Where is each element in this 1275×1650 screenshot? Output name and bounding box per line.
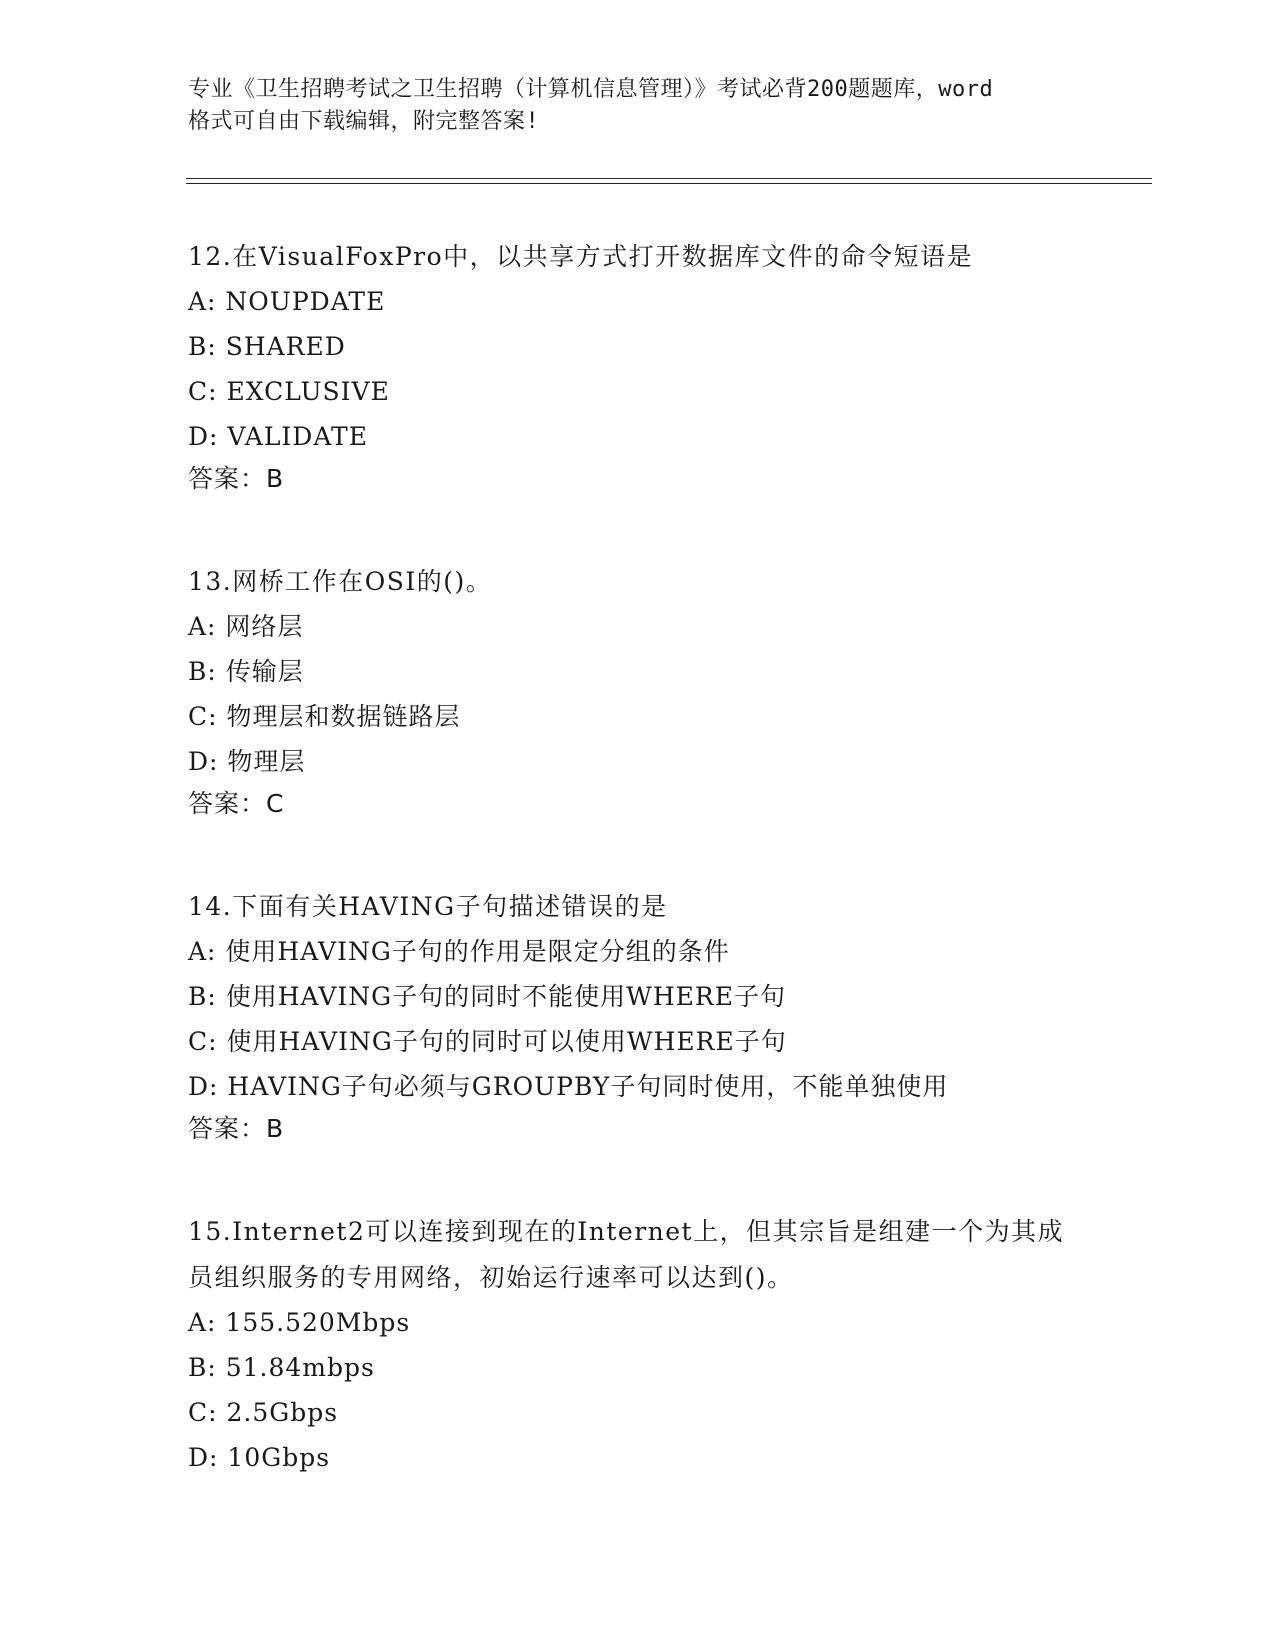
question-stem: 14.下面有关HAVING子句描述错误的是 bbox=[188, 892, 668, 921]
option-d: D: 10Gbps bbox=[188, 1443, 331, 1472]
question-stem: 15.Internet2可以连接到现在的Internet上，但其宗旨是组建一个为其成员组织服务的专用网络，初始运行速率可以达到()。 bbox=[188, 1217, 1065, 1292]
option-b: B: SHARED bbox=[188, 332, 346, 361]
option-c: C: 2.5Gbps bbox=[188, 1398, 339, 1427]
question-stem: 12.在VisualFoxPro中，以共享方式打开数据库文件的命令短语是 bbox=[188, 242, 974, 271]
answer-line: 答案：C bbox=[188, 789, 285, 818]
question-12 bbox=[188, 234, 1088, 499]
option-a: A: 155.520Mbps bbox=[188, 1308, 411, 1337]
option-a: A: 网络层 bbox=[188, 612, 304, 641]
answer-line: 答案：B bbox=[188, 1114, 285, 1143]
question-stem: 13.网桥工作在OSI的()。 bbox=[188, 567, 493, 596]
question-13 bbox=[188, 559, 1088, 824]
option-d: D: HAVING子句必须与GROUPBY子句同时使用，不能单独使用 bbox=[188, 1072, 949, 1101]
option-b: B: 传输层 bbox=[188, 657, 304, 686]
question-list bbox=[188, 234, 1088, 1540]
option-c: C: 物理层和数据链路层 bbox=[188, 702, 461, 731]
header-title-line-2: 格式可自由下载编辑，附完整答案! bbox=[188, 109, 540, 134]
answer-line: 答案：B bbox=[188, 464, 285, 493]
option-b: B: 51.84mbps bbox=[188, 1353, 375, 1382]
option-c: C: EXCLUSIVE bbox=[188, 377, 390, 406]
question-15 bbox=[188, 1209, 1088, 1480]
header-divider-top bbox=[186, 178, 1152, 179]
option-b: B: 使用HAVING子句的同时不能使用WHERE子句 bbox=[188, 982, 786, 1011]
option-a: A: NOUPDATE bbox=[188, 287, 386, 316]
option-a: A: 使用HAVING子句的作用是限定分组的条件 bbox=[188, 937, 730, 966]
option-c: C: 使用HAVING子句的同时可以使用WHERE子句 bbox=[188, 1027, 787, 1056]
header-divider-bottom bbox=[186, 183, 1152, 184]
option-d: D: VALIDATE bbox=[188, 422, 368, 451]
header-title-line-1: 专业《卫生招聘考试之卫生招聘（计算机信息管理）》考试必背200题题库，word bbox=[188, 77, 994, 102]
question-14 bbox=[188, 884, 1088, 1149]
document-header bbox=[188, 74, 1088, 138]
option-d: D: 物理层 bbox=[188, 747, 306, 776]
